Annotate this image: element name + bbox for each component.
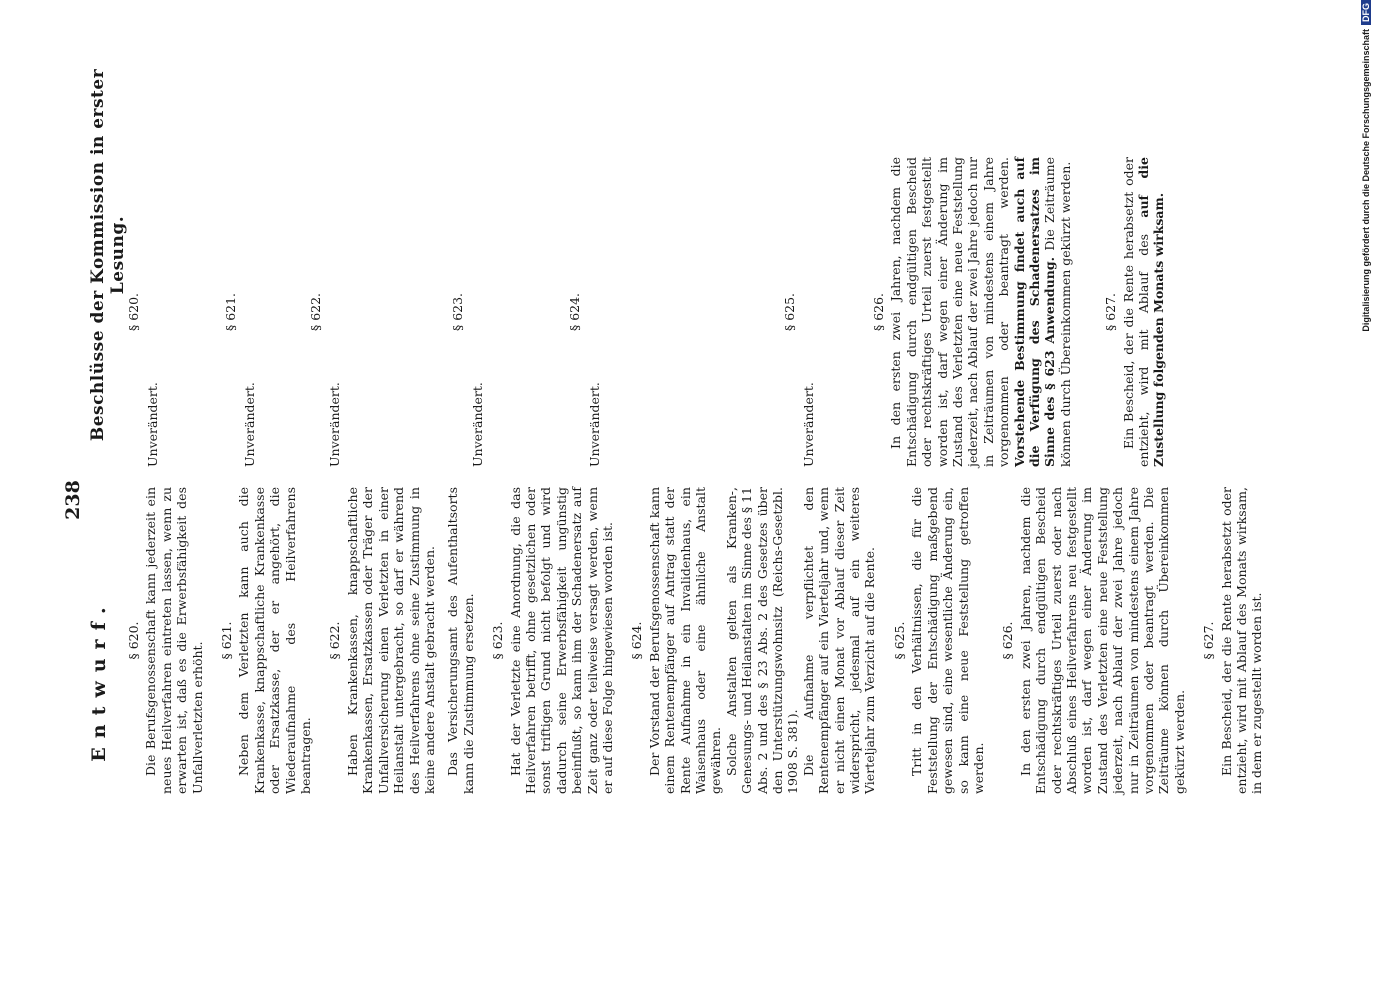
section-number: § 621. xyxy=(222,292,238,332)
paragraph: Unverändert. xyxy=(327,382,343,467)
paragraph: Haben Krankenkassen, knappschaftliche Krankenkassen, Ersatzkassen oder Träger der Unfallversicherung einen Verletzten in einer Heilanstalt untergebracht, so darf er während des Heilverfahrens ohne seine Zustimmung in keine andere Anstalt gebracht werden. xyxy=(344,487,437,794)
right-column-heading: Beschlüsse der Kommission in erster Lesung. xyxy=(88,68,128,442)
paragraph: Ein Bescheid, der die Rente herabsetzt oder entzieht, wird mit Ablauf des Monats wirksam, in dem er zugestellt worden ist. xyxy=(1218,487,1265,794)
paragraph: Die Berufsgenossenschaft kann jederzeit ein neues Heilverfahren eintreten lassen, wenn zu erwarten ist, daß es die Erwerbsfähigkeit des Unfallverletzten erhöht. xyxy=(143,487,205,794)
footer-label: Digitalisierung gefördert durch die Deutsche Forschungsgemeinschaft xyxy=(1361,29,1371,332)
paragraph: Unverändert. xyxy=(586,382,602,467)
paragraph: Neben dem Verletzten kann auch die Krankenkasse, knappschaftliche Krankenkasse oder Ersatzkasse, der er angehört, die Wiederaufnahme des Heilverfahrens beantragen. xyxy=(236,487,314,794)
section-number: § 622. xyxy=(307,292,323,332)
paragraph: Das Versicherungsamt des Aufenthaltsorts kann die Zustimmung ersetzen. xyxy=(445,487,476,794)
paragraph: Unverändert. xyxy=(801,382,817,467)
section-number: § 625. xyxy=(891,621,907,660)
paragraph: Die Aufnahme verpflichtet den Rentenempfänger auf ein Vierteljahr und, wenn er nicht einen Monat vor Ablauf dieser Zeit widerspricht, jedesmal auf ein weiteres Vierteljahr zum Verzicht auf die Rente. xyxy=(800,487,878,794)
section-number: § 627. xyxy=(1103,292,1119,332)
paragraph: Unverändert. xyxy=(242,382,258,467)
paragraph: Hat der Verletzte eine Anordnung, die das Heilverfahren betrifft, ohne gesetzlichen oder sonst triftigen Grund nicht befolgt und wird dadurch seine Erwerbsfähigkeit ungünstig beeinflußt, so kann ihm der Schadenersatz auf Zeit ganz oder teilweise versagt werden, wenn er auf diese Folge hingewiesen worden ist. xyxy=(507,487,615,794)
paragraph xyxy=(888,157,1073,467)
section-number: § 625. xyxy=(782,292,798,332)
dfg-logo: DFG xyxy=(1361,0,1371,25)
section-number: § 623. xyxy=(450,292,466,332)
section-number: § 620. xyxy=(126,292,141,332)
paragraph-text: Die Zeiträume können durch Übereinkommen gekürzt werden. xyxy=(1042,157,1073,467)
amendment-text: Vorstehende Bestimmung findet auch auf die Verfügung des Schadenersatzes im Sinne des § 623 Anwendung. xyxy=(1011,157,1058,467)
paragraph-text: In den ersten zwei Jahren, nachdem die Entschädigung durch endgültigen Bescheid oder rechtskräftiges Urteil zuerst festgestellt worden ist, darf wegen einer Änderung im Zustand des Verletzten eine neue Feststellung jederzeit, nach Ablauf der zwei Jahre jedoch nur in Zeiträumen von mindestens einem Jahre vorgenommen oder beantragt werden. xyxy=(888,157,1012,467)
paragraph: Unverändert. xyxy=(469,382,485,467)
paragraph xyxy=(1121,157,1167,467)
section-number: § 620. xyxy=(126,621,141,660)
paragraph: Der Vorstand der Berufsgenossenschaft kann einem Rentenempfänger auf Antrag statt der Rente Aufnahme in ein Invalidenhaus, ein Waisenhaus oder eine ähnliche Anstalt gewähren. xyxy=(646,487,724,794)
section-number: § 626. xyxy=(1000,621,1016,660)
paragraph: Solche Anstalten gelten als Kranken-, Genesungs- und Heilanstalten im Sinne des § 11 Abs. 2 und des § 23 Abs. 2 des Gesetzes über den Unterstützungswohnsitz (Reichs-Gesetzbl. 1908 S. 381). xyxy=(723,487,801,794)
section-number: § 621. xyxy=(219,621,235,660)
paragraph: Tritt in den Verhältnissen, die für die Feststellung der Entschädigung maßgebend gewesen sind, eine wesentliche Änderung ein, so kann eine neue Feststellung getroffen werden. xyxy=(909,487,986,794)
section-number: § 622. xyxy=(327,621,343,660)
section-number: § 624. xyxy=(629,621,645,660)
page-number: 238 xyxy=(62,480,84,520)
footer-text xyxy=(1361,0,1371,990)
paragraph: Unverändert. xyxy=(145,382,161,467)
paragraph: In den ersten zwei Jahren, nachdem die Entschädigung durch endgültigen Bescheid oder rechtskräftiges Urteil zuerst oder nach Abschluß eines Heilverfahrens neu festgestellt worden ist, darf wegen einer Änderung im Zustand des Verletzten eine neue Feststellung jederzeit, nach Ablauf der zwei Jahre jedoch nur in Zeiträumen von mindestens einem Jahre vorgenommen oder beantragt werden. Die Zeiträume können durch Übereinkommen gekürzt werden. xyxy=(1017,487,1187,794)
paragraph-text: Ein Bescheid, der die Rente herabsetzt oder entzieht, wird mit Ablauf des xyxy=(1120,157,1151,467)
section-number: § 626. xyxy=(870,292,886,332)
section-number: § 627. xyxy=(1201,621,1217,660)
digitization-footer xyxy=(1361,3,1377,992)
section-number: § 624. xyxy=(567,292,583,332)
section-number: § 623. xyxy=(490,621,506,660)
amendment-text: auf die Zustellung folgenden Monats wirksam. xyxy=(1135,157,1167,467)
left-column-heading: Entwurf. xyxy=(88,598,110,762)
left-column xyxy=(112,487,1265,794)
right-column xyxy=(112,157,1167,467)
